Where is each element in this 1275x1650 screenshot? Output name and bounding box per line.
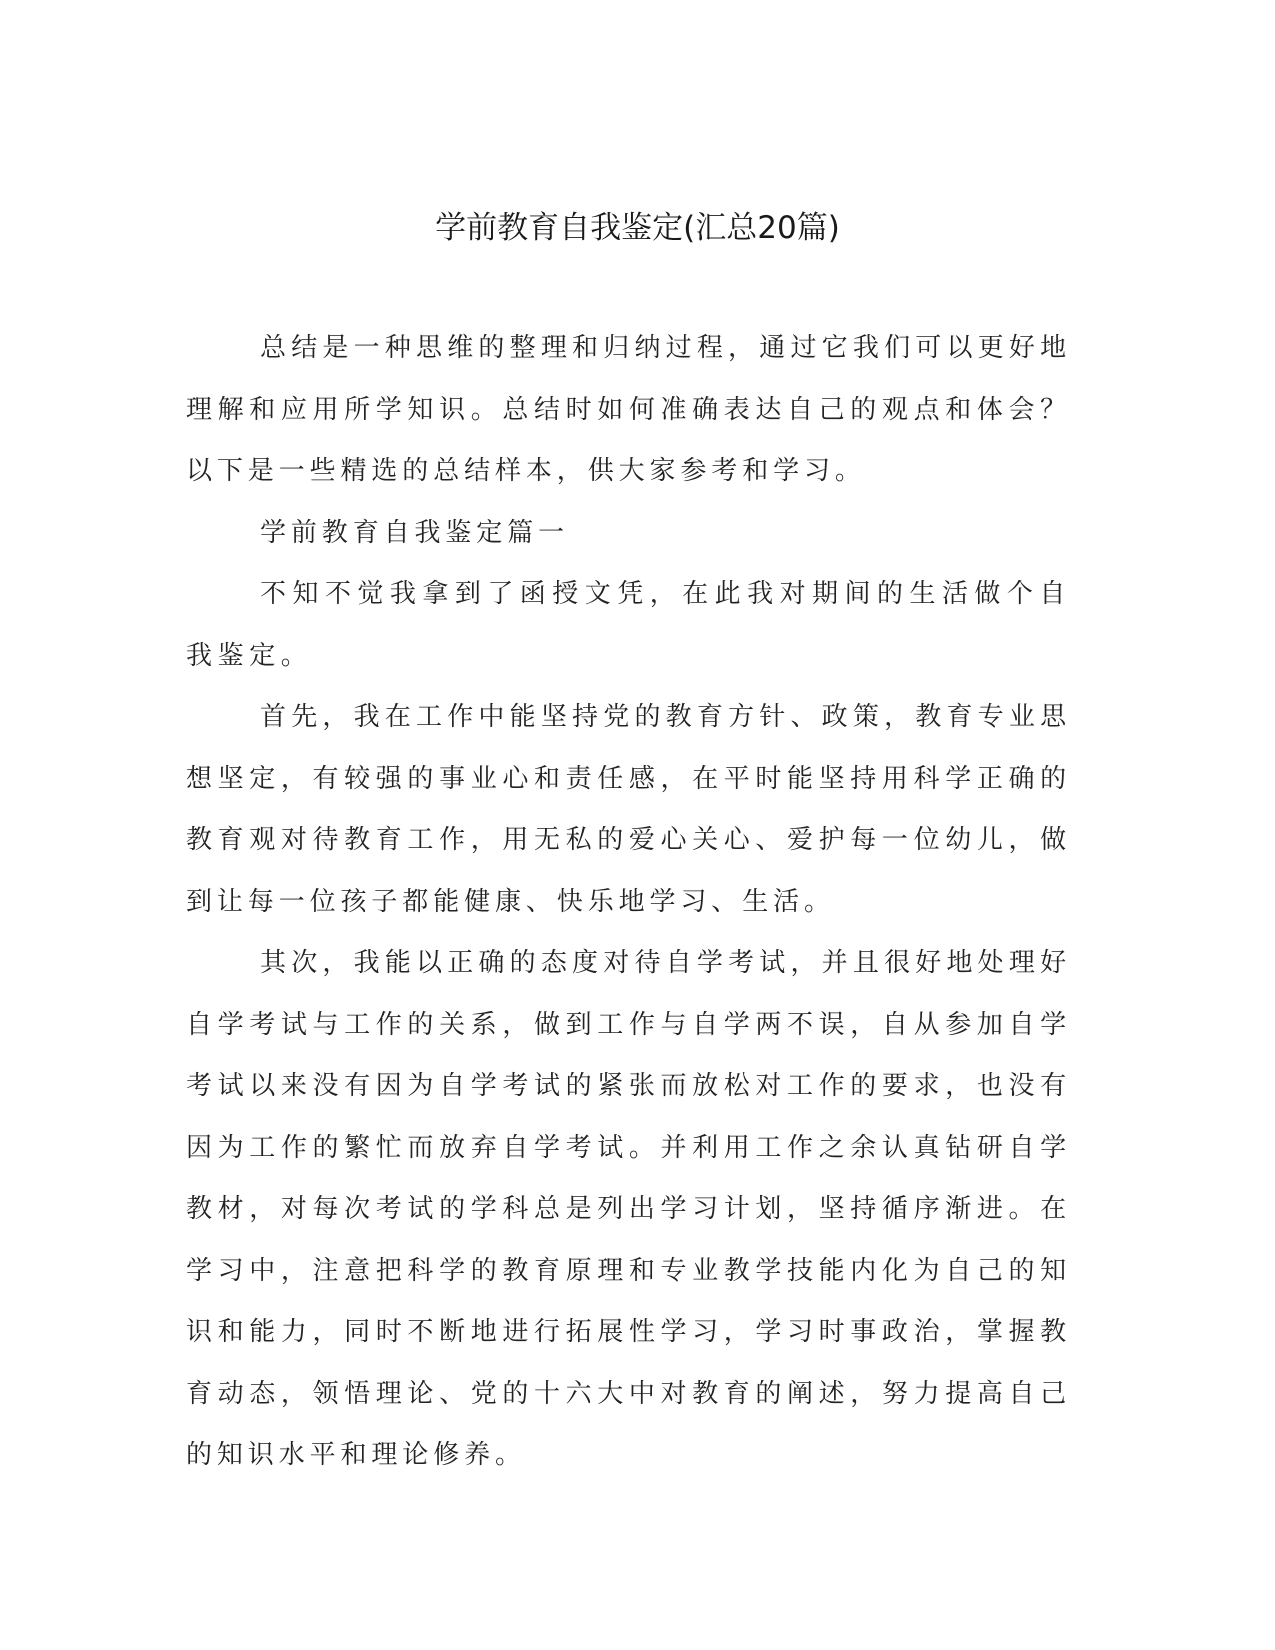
- body-paragraph: 其次，我能以正确的态度对待自学考试，并且很好地处理好自学考试与工作的关系，做到工作与自学两不误，自从参加自学考试以来没有因为自学考试的紧张而放松对工作的要求，也没有因为工作的繁忙而放弃自学考试。并利用工作之余认真钻研自学教材，对每次考试的学科总是列出学习计划，坚持循序渐进。在学习中，注意把科学的教育原理和专业教学技能内化为自己的知识和能力，同时不断地进行拓展性学习，学习时事政治，掌握教育动态，领悟理论、党的十六大中对教育的阐述，努力提高自己的知识水平和理论修养。: [186, 948, 1071, 1470]
- document-body: [186, 318, 1071, 1487]
- document-title: 学前教育自我鉴定(汇总20篇): [435, 210, 840, 246]
- body-paragraph: 不知不觉我拿到了函授文凭，在此我对期间的生活做个自我鉴定。: [186, 579, 1071, 671]
- section-heading: 学前教育自我鉴定篇一: [260, 517, 570, 548]
- intro-paragraph: 总结是一种思维的整理和归纳过程，通过它我们可以更好地理解和应用所学知识。总结时如何准确表达自己的观点和体会？以下是一些精选的总结样本，供大家参考和学习。: [186, 333, 1071, 486]
- body-paragraph: 首先，我在工作中能坚持党的教育方针、政策，教育专业思想坚定，有较强的事业心和责任感，在平时能坚持用科学正确的教育观对待教育工作，用无私的爱心关心、爱护每一位幼儿，做到让每一位孩子都能健康、快乐地学习、生活。: [186, 702, 1071, 917]
